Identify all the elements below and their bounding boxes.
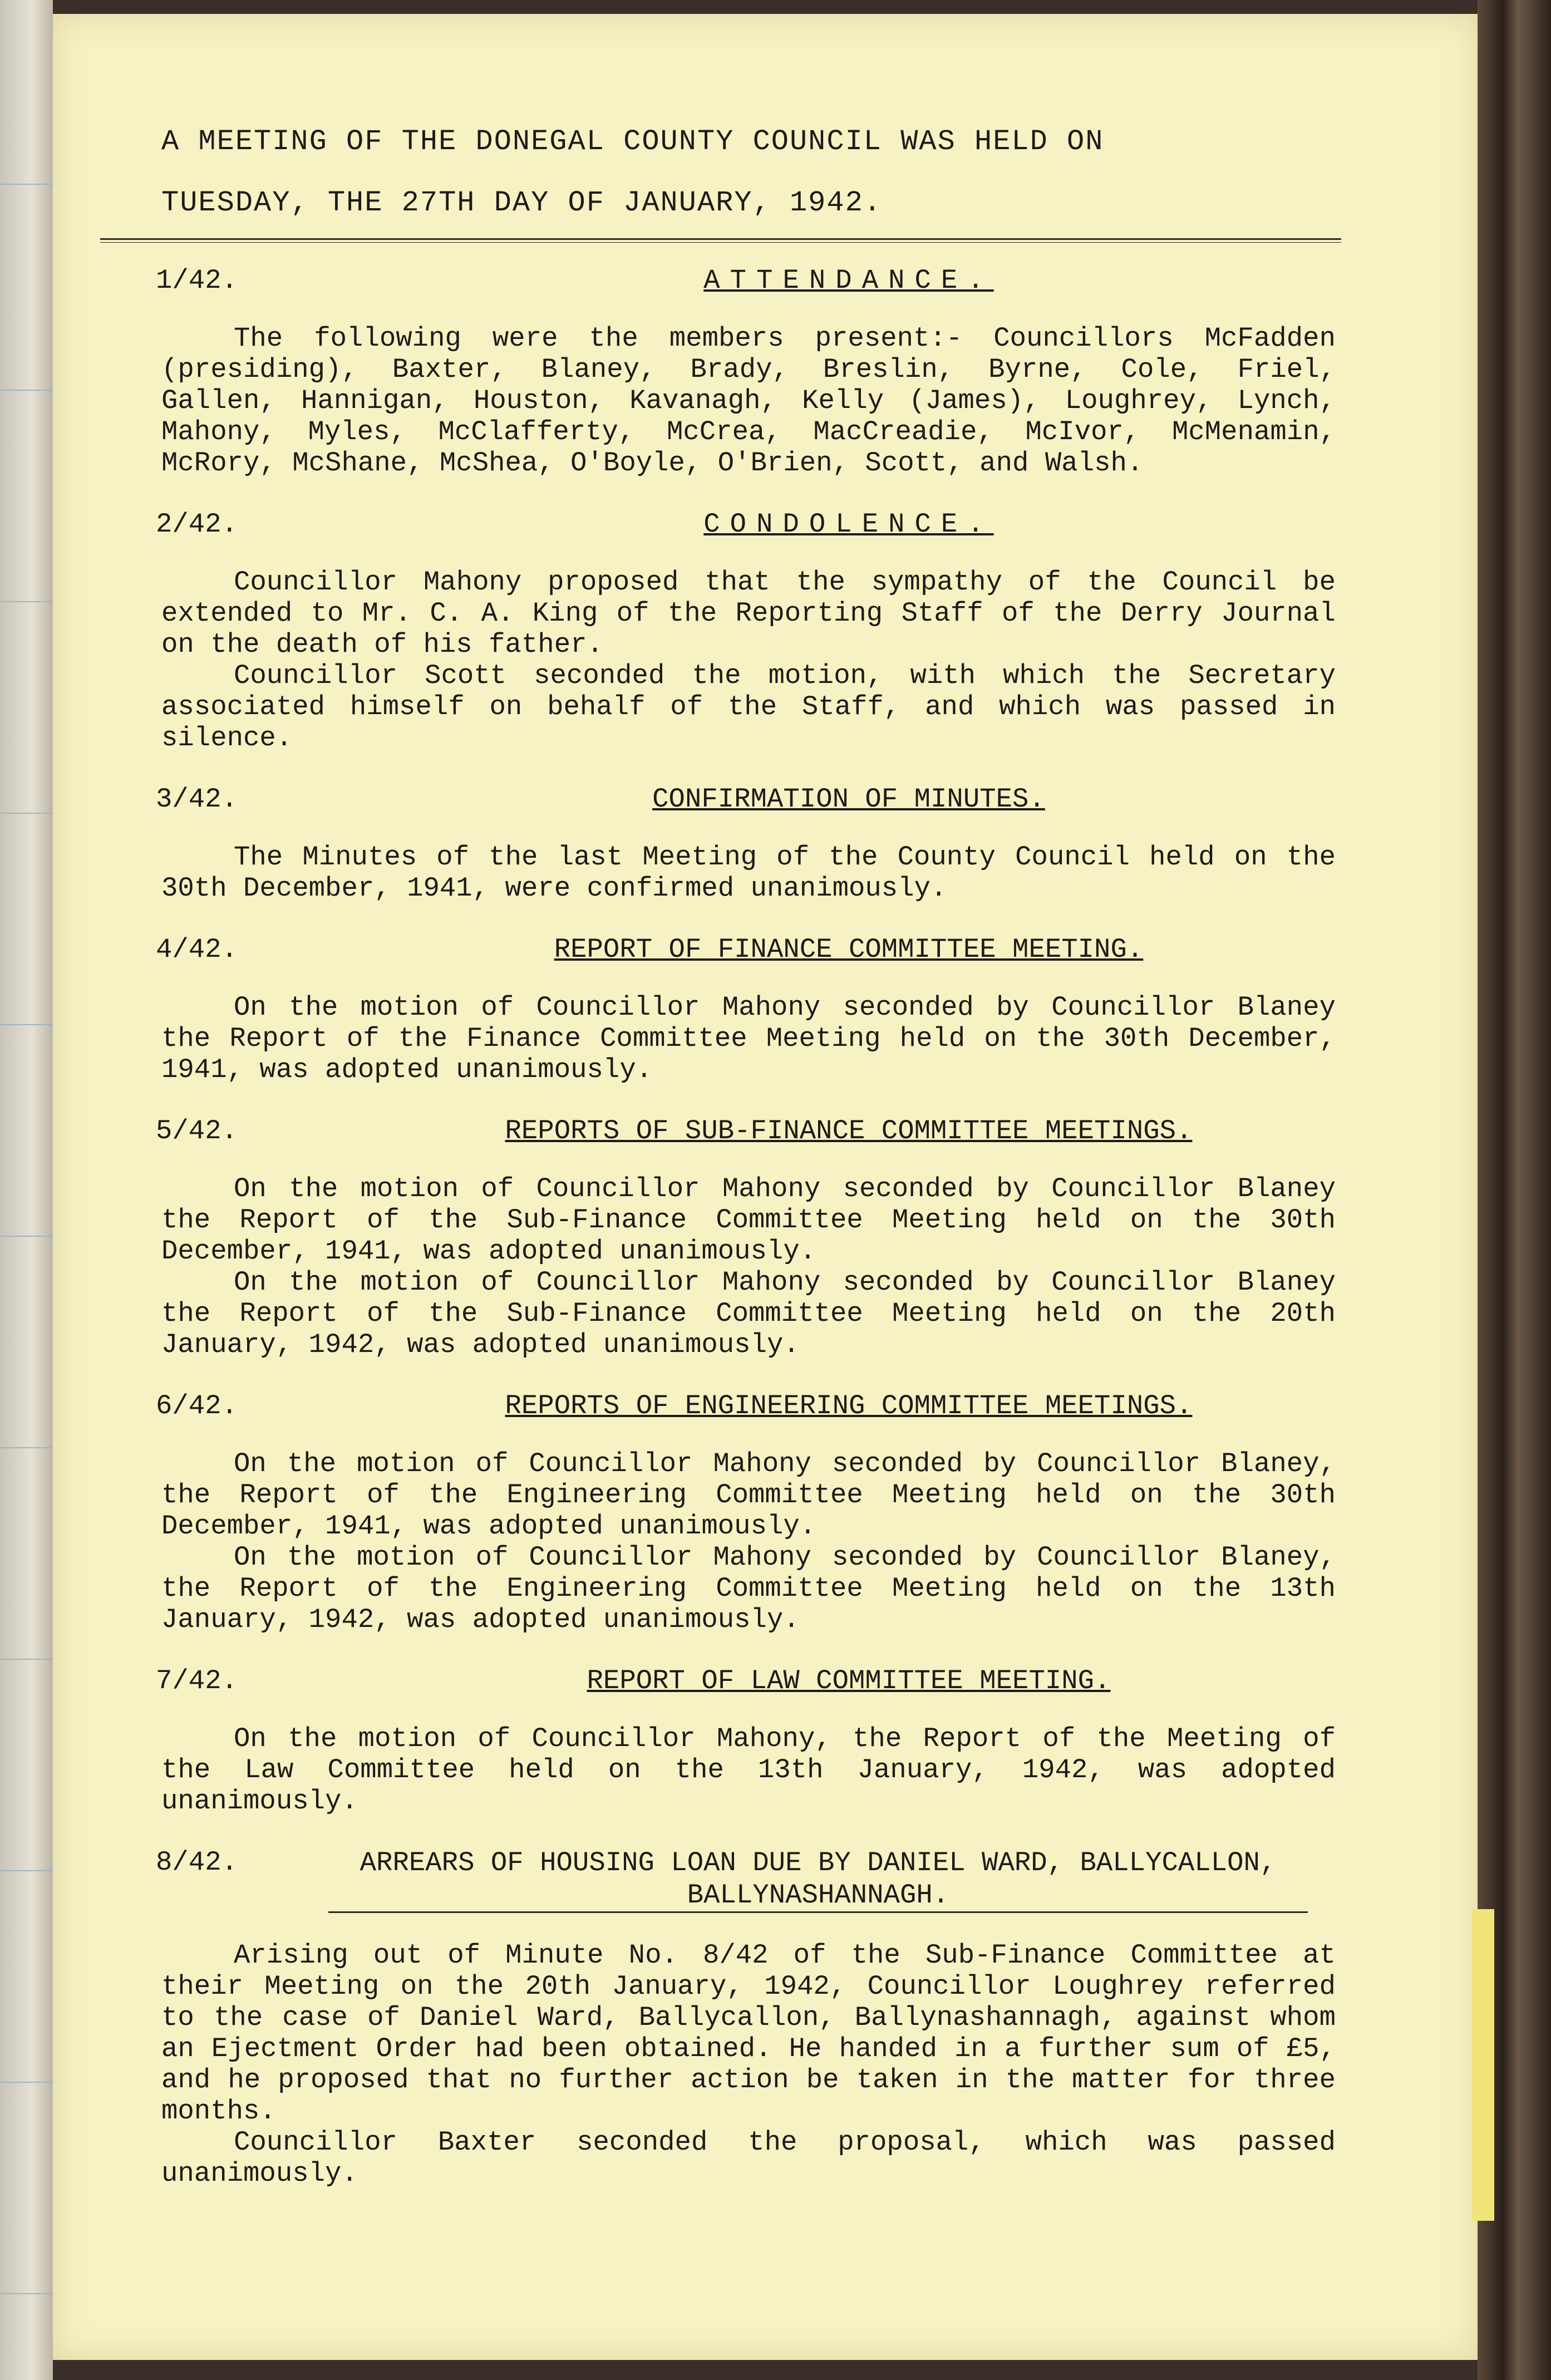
minute-4 bbox=[156, 934, 1336, 1085]
minute-number: 4/42. bbox=[156, 934, 238, 965]
minute-2 bbox=[156, 509, 1336, 754]
heading-rule bbox=[100, 238, 1341, 243]
minute-paragraph: Councillor Baxter seconded the proposal, which was passed unanimously. bbox=[161, 2127, 1336, 2189]
minute-number: 8/42. bbox=[156, 1847, 238, 1878]
minute-number: 6/42. bbox=[156, 1390, 238, 1422]
minute-paragraph: On the motion of Councillor Mahony seconded by Councillor Blaney, the Report of the Engineering Committee Meeting held on the 30th December, 1941, was adopted unanimously. bbox=[161, 1448, 1336, 1542]
minute-paragraph: Councillor Mahony proposed that the sympathy of the Council be extended to Mr. C. A. King of the Reporting Staff of the Derry Journal on the death of his father. bbox=[161, 567, 1336, 660]
minute-title: REPORTS OF SUB-FINANCE COMMITTEE MEETINGS. bbox=[505, 1115, 1193, 1147]
heading-line-2: TUESDAY, THE 27TH DAY OF JANUARY, 1942. bbox=[161, 186, 882, 219]
minute-7 bbox=[156, 1665, 1336, 1817]
minute-8 bbox=[156, 1847, 1336, 2189]
minute-title: CONFIRMATION OF MINUTES. bbox=[652, 784, 1045, 815]
minute-number: 3/42. bbox=[156, 784, 238, 815]
minute-1 bbox=[156, 265, 1336, 479]
heading-line-1: A MEETING OF THE DONEGAL COUNTY COUNCIL WAS HELD ON bbox=[161, 125, 1104, 158]
minute-paragraph: The following were the members present:- Councillors McFadden (presiding), Baxter, Blaney, Brady, Breslin, Byrne, Cole, Friel, Gallen, Hannigan, Houston, Kavanagh, Kelly (James), Loughrey, Lynch, Mahony, Myles, McClafferty, McCrea, MacCreadie, McIvor, McMenamin, McRory, McShane, McShea, O'Boyle, O'Brien, Scott, and Walsh. bbox=[161, 323, 1336, 479]
page-tab-marker bbox=[1472, 1909, 1494, 2221]
minute-title: REPORTS OF ENGINEERING COMMITTEE MEETINGS. bbox=[505, 1390, 1193, 1422]
minute-5 bbox=[156, 1115, 1336, 1360]
minute-title: ATTENDANCE. bbox=[703, 265, 994, 296]
minute-paragraph: On the motion of Councillor Mahony, the Report of the Meeting of the Law Committee held on the 13th January, 1942, was adopted unanimously. bbox=[161, 1723, 1336, 1817]
minute-paragraph: Councillor Scott seconded the motion, with which the Secretary associated himself on behalf of the Staff, and which was passed in silence. bbox=[161, 660, 1336, 754]
minute-title: ARREARS OF HOUSING LOAN DUE BY DANIEL WARD, BALLYCALLON, BALLYNASHANNAGH. bbox=[328, 1847, 1308, 1913]
minute-paragraph: On the motion of Councillor Mahony seconded by Councillor Blaney the Report of the Sub-Finance Committee Meeting held on the 20th January, 1942, was adopted unanimously. bbox=[161, 1267, 1336, 1360]
minute-number: 7/42. bbox=[156, 1665, 238, 1697]
minute-title: CONDOLENCE. bbox=[703, 509, 994, 540]
left-page-edge bbox=[0, 0, 53, 2380]
minute-number: 1/42. bbox=[156, 265, 238, 296]
minute-title: REPORT OF LAW COMMITTEE MEETING. bbox=[587, 1665, 1111, 1697]
minute-paragraph: On the motion of Councillor Mahony seconded by Councillor Blaney the Report of the Finance Committee Meeting held on the 30th December, 1941, was adopted unanimously. bbox=[161, 992, 1336, 1085]
minute-paragraph: On the motion of Councillor Mahony seconded by Councillor Blaney, the Report of the Engineering Committee Meeting held on the 13th January, 1942, was adopted unanimously. bbox=[161, 1542, 1336, 1635]
minute-6 bbox=[156, 1390, 1336, 1635]
minute-number: 5/42. bbox=[156, 1115, 238, 1147]
minute-paragraph: Arising out of Minute No. 8/42 of the Sub-Finance Committee at their Meeting on the 20th January, 1942, Councillor Loughrey referred to the case of Daniel Ward, Ballycallon, Ballynashannagh, against whom an Ejectment Order had been obtained. He handed in a further sum of £5, and he proposed that no further action be taken in the matter for three months. bbox=[161, 1940, 1336, 2127]
minute-3 bbox=[156, 784, 1336, 904]
minute-paragraph: On the motion of Councillor Mahony seconded by Councillor Blaney the Report of the Sub-Finance Committee Meeting held on the 30th December, 1941, was adopted unanimously. bbox=[161, 1173, 1336, 1267]
minute-number: 2/42. bbox=[156, 509, 238, 540]
minutes-document bbox=[156, 111, 1336, 2219]
meeting-heading bbox=[161, 111, 1336, 234]
minute-title: REPORT OF FINANCE COMMITTEE MEETING. bbox=[554, 934, 1144, 965]
minute-paragraph: The Minutes of the last Meeting of the County Council held on the 30th December, 1941, were confirmed unanimously. bbox=[161, 842, 1336, 904]
